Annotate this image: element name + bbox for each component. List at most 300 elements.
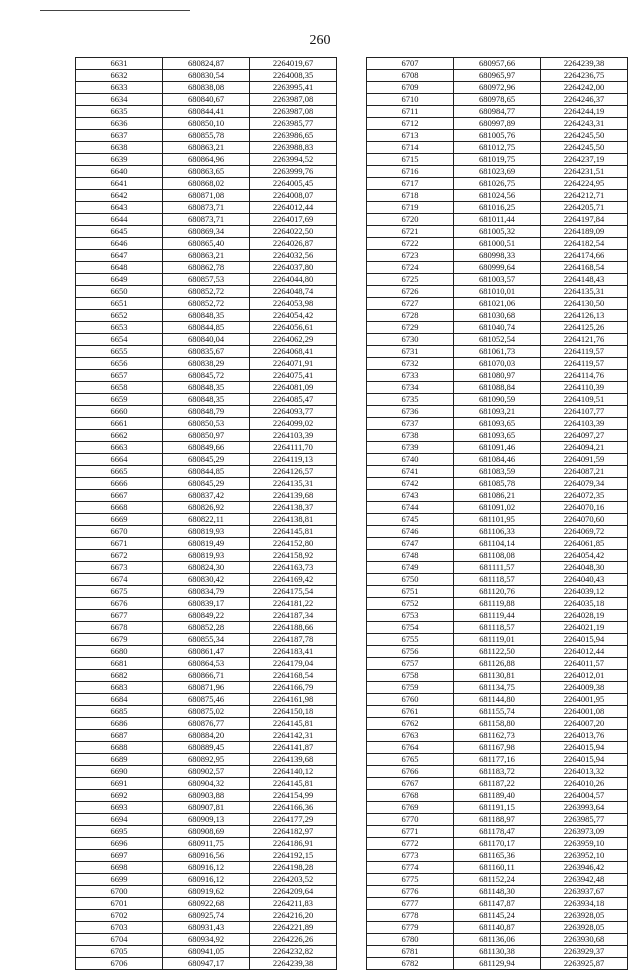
- x-coordinate-cell: 680947,17: [163, 958, 250, 970]
- x-coordinate-cell: 680978,65: [454, 94, 541, 106]
- y-coordinate-cell: 2264070,60: [541, 514, 628, 526]
- y-coordinate-cell: 2264126,57: [250, 466, 337, 478]
- y-coordinate-cell: 2264007,20: [541, 718, 628, 730]
- header-rule: [40, 10, 190, 11]
- point-number-cell: 6737: [367, 418, 454, 430]
- point-number-cell: 6735: [367, 394, 454, 406]
- point-number-cell: 6752: [367, 598, 454, 610]
- table-row: [367, 538, 628, 550]
- point-number-cell: 6739: [367, 442, 454, 454]
- x-coordinate-cell: 681178,47: [454, 826, 541, 838]
- x-coordinate-cell: 681144,80: [454, 694, 541, 706]
- table-row: [76, 454, 337, 466]
- point-number-cell: 6742: [367, 478, 454, 490]
- table-row: [367, 814, 628, 826]
- table-row: [76, 262, 337, 274]
- table-row: [76, 670, 337, 682]
- point-number-cell: 6765: [367, 754, 454, 766]
- y-coordinate-cell: 2264079,34: [541, 478, 628, 490]
- point-number-cell: 6704: [76, 934, 163, 946]
- point-number-cell: 6699: [76, 874, 163, 886]
- point-number-cell: 6705: [76, 946, 163, 958]
- point-number-cell: 6634: [76, 94, 163, 106]
- table-row: [367, 718, 628, 730]
- x-coordinate-cell: 680852,72: [163, 298, 250, 310]
- x-coordinate-cell: 681091,46: [454, 442, 541, 454]
- point-number-cell: 6780: [367, 934, 454, 946]
- y-coordinate-cell: 2264070,16: [541, 502, 628, 514]
- table-row: [367, 958, 628, 970]
- y-coordinate-cell: 2264010,26: [541, 778, 628, 790]
- y-coordinate-cell: 2264087,21: [541, 466, 628, 478]
- page-number: 260: [309, 33, 331, 48]
- point-number-cell: 6666: [76, 478, 163, 490]
- point-number-cell: 6682: [76, 670, 163, 682]
- table-row: [76, 850, 337, 862]
- table-row: [76, 58, 337, 70]
- point-number-cell: 6775: [367, 874, 454, 886]
- x-coordinate-cell: 680889,45: [163, 742, 250, 754]
- table-row: [76, 898, 337, 910]
- table-row: [76, 814, 337, 826]
- x-coordinate-cell: 681130,38: [454, 946, 541, 958]
- x-coordinate-cell: 681126,88: [454, 658, 541, 670]
- x-coordinate-cell: 680998,33: [454, 250, 541, 262]
- point-number-cell: 6637: [76, 130, 163, 142]
- x-coordinate-cell: 681158,80: [454, 718, 541, 730]
- point-number-cell: 6632: [76, 70, 163, 82]
- table-row: [76, 178, 337, 190]
- x-coordinate-cell: 680819,93: [163, 526, 250, 538]
- y-coordinate-cell: 2264163,73: [250, 562, 337, 574]
- y-coordinate-cell: 2264224,95: [541, 178, 628, 190]
- table-row: [76, 934, 337, 946]
- table-row: [76, 790, 337, 802]
- point-number-cell: 6683: [76, 682, 163, 694]
- table-row: [76, 718, 337, 730]
- point-number-cell: 6708: [367, 70, 454, 82]
- point-number-cell: 6644: [76, 214, 163, 226]
- table-row: [76, 298, 337, 310]
- x-coordinate-cell: 681155,74: [454, 706, 541, 718]
- y-coordinate-cell: 2264239,38: [541, 58, 628, 70]
- y-coordinate-cell: 2264015,94: [541, 742, 628, 754]
- table-row: [76, 190, 337, 202]
- y-coordinate-cell: 2264056,61: [250, 322, 337, 334]
- x-coordinate-cell: 680999,64: [454, 262, 541, 274]
- point-number-cell: 6657: [76, 370, 163, 382]
- table-row: [76, 310, 337, 322]
- table-row: [367, 682, 628, 694]
- point-number-cell: 6685: [76, 706, 163, 718]
- y-coordinate-cell: 2264161,98: [250, 694, 337, 706]
- table-row: [76, 358, 337, 370]
- x-coordinate-cell: 681118,57: [454, 574, 541, 586]
- table-row: [367, 934, 628, 946]
- point-number-cell: 6764: [367, 742, 454, 754]
- y-coordinate-cell: 2264017,69: [250, 214, 337, 226]
- x-coordinate-cell: 681136,06: [454, 934, 541, 946]
- y-coordinate-cell: 2264069,72: [541, 526, 628, 538]
- y-coordinate-cell: 2264062,29: [250, 334, 337, 346]
- x-coordinate-cell: 680919,62: [163, 886, 250, 898]
- table-row: [76, 154, 337, 166]
- y-coordinate-cell: 2264054,42: [541, 550, 628, 562]
- x-coordinate-cell: 680902,57: [163, 766, 250, 778]
- y-coordinate-cell: 2264119,57: [541, 346, 628, 358]
- point-number-cell: 6759: [367, 682, 454, 694]
- y-coordinate-cell: 2264039,12: [541, 586, 628, 598]
- y-coordinate-cell: 2263987,08: [250, 94, 337, 106]
- point-number-cell: 6730: [367, 334, 454, 346]
- point-number-cell: 6740: [367, 454, 454, 466]
- x-coordinate-cell: 680884,20: [163, 730, 250, 742]
- x-coordinate-cell: 681148,30: [454, 886, 541, 898]
- table-row: [367, 166, 628, 178]
- point-number-cell: 6755: [367, 634, 454, 646]
- point-number-cell: 6713: [367, 130, 454, 142]
- x-coordinate-cell: 680844,41: [163, 106, 250, 118]
- x-coordinate-cell: 681140,87: [454, 922, 541, 934]
- table-row: [367, 598, 628, 610]
- point-number-cell: 6750: [367, 574, 454, 586]
- table-row: [76, 214, 337, 226]
- x-coordinate-cell: 680855,78: [163, 130, 250, 142]
- point-number-cell: 6648: [76, 262, 163, 274]
- y-coordinate-cell: 2264005,45: [250, 178, 337, 190]
- point-number-cell: 6758: [367, 670, 454, 682]
- table-row: [76, 634, 337, 646]
- y-coordinate-cell: 2264015,94: [541, 754, 628, 766]
- point-number-cell: 6745: [367, 514, 454, 526]
- y-coordinate-cell: 2264094,21: [541, 442, 628, 454]
- x-coordinate-cell: 681147,87: [454, 898, 541, 910]
- x-coordinate-cell: 680830,54: [163, 70, 250, 82]
- point-number-cell: 6681: [76, 658, 163, 670]
- table-row: [367, 502, 628, 514]
- point-number-cell: 6689: [76, 754, 163, 766]
- x-coordinate-cell: 681085,78: [454, 478, 541, 490]
- x-coordinate-cell: 681119,01: [454, 634, 541, 646]
- point-number-cell: 6724: [367, 262, 454, 274]
- point-number-cell: 6660: [76, 406, 163, 418]
- point-number-cell: 6636: [76, 118, 163, 130]
- table-row: [76, 106, 337, 118]
- table-row: [76, 766, 337, 778]
- x-coordinate-cell: 680916,56: [163, 850, 250, 862]
- point-number-cell: 6732: [367, 358, 454, 370]
- y-coordinate-cell: 2263937,67: [541, 886, 628, 898]
- point-number-cell: 6715: [367, 154, 454, 166]
- y-coordinate-cell: 2264140,12: [250, 766, 337, 778]
- table-row: [76, 142, 337, 154]
- y-coordinate-cell: 2264198,28: [250, 862, 337, 874]
- point-number-cell: 6647: [76, 250, 163, 262]
- point-number-cell: 6651: [76, 298, 163, 310]
- point-number-cell: 6725: [367, 274, 454, 286]
- x-coordinate-cell: 680848,79: [163, 406, 250, 418]
- point-number-cell: 6771: [367, 826, 454, 838]
- y-coordinate-cell: 2264182,97: [250, 826, 337, 838]
- table-row: [367, 706, 628, 718]
- y-coordinate-cell: 2263930,68: [541, 934, 628, 946]
- table-row: [367, 850, 628, 862]
- x-coordinate-cell: 680819,93: [163, 550, 250, 562]
- table-row: [76, 622, 337, 634]
- table-row: [367, 646, 628, 658]
- point-number-cell: 6696: [76, 838, 163, 850]
- x-coordinate-cell: 681160,11: [454, 862, 541, 874]
- y-coordinate-cell: 2264032,56: [250, 250, 337, 262]
- y-coordinate-cell: 2264008,07: [250, 190, 337, 202]
- y-coordinate-cell: 2264001,95: [541, 694, 628, 706]
- y-coordinate-cell: 2264177,29: [250, 814, 337, 826]
- point-number-cell: 6777: [367, 898, 454, 910]
- point-number-cell: 6736: [367, 406, 454, 418]
- point-number-cell: 6672: [76, 550, 163, 562]
- y-coordinate-cell: 2264245,50: [541, 142, 628, 154]
- y-coordinate-cell: 2263993,64: [541, 802, 628, 814]
- table-row: [76, 118, 337, 130]
- table-row: [367, 454, 628, 466]
- point-number-cell: 6631: [76, 58, 163, 70]
- x-coordinate-cell: 681165,36: [454, 850, 541, 862]
- x-coordinate-cell: 680965,97: [454, 70, 541, 82]
- x-coordinate-cell: 681021,06: [454, 298, 541, 310]
- table-row: [367, 862, 628, 874]
- point-number-cell: 6747: [367, 538, 454, 550]
- point-number-cell: 6675: [76, 586, 163, 598]
- y-coordinate-cell: 2264145,81: [250, 526, 337, 538]
- y-coordinate-cell: 2264114,76: [541, 370, 628, 382]
- x-coordinate-cell: 680844,85: [163, 322, 250, 334]
- x-coordinate-cell: 680850,97: [163, 430, 250, 442]
- x-coordinate-cell: 680845,72: [163, 370, 250, 382]
- x-coordinate-cell: 680863,21: [163, 250, 250, 262]
- y-coordinate-cell: 2264091,59: [541, 454, 628, 466]
- y-coordinate-cell: 2264021,19: [541, 622, 628, 634]
- point-number-cell: 6688: [76, 742, 163, 754]
- point-number-cell: 6667: [76, 490, 163, 502]
- x-coordinate-cell: 680844,85: [163, 466, 250, 478]
- point-number-cell: 6741: [367, 466, 454, 478]
- point-number-cell: 6677: [76, 610, 163, 622]
- point-number-cell: 6749: [367, 562, 454, 574]
- point-number-cell: 6649: [76, 274, 163, 286]
- y-coordinate-cell: 2264192,15: [250, 850, 337, 862]
- point-number-cell: 6686: [76, 718, 163, 730]
- x-coordinate-cell: 681088,84: [454, 382, 541, 394]
- x-coordinate-cell: 681019,75: [454, 154, 541, 166]
- x-coordinate-cell: 680909,13: [163, 814, 250, 826]
- table-row: [367, 442, 628, 454]
- x-coordinate-cell: 680848,35: [163, 382, 250, 394]
- y-coordinate-cell: 2264231,51: [541, 166, 628, 178]
- y-coordinate-cell: 2263995,41: [250, 82, 337, 94]
- point-number-cell: 6676: [76, 598, 163, 610]
- y-coordinate-cell: 2264013,32: [541, 766, 628, 778]
- y-coordinate-cell: 2264075,41: [250, 370, 337, 382]
- y-coordinate-cell: 2264188,66: [250, 622, 337, 634]
- point-number-cell: 6774: [367, 862, 454, 874]
- point-number-cell: 6694: [76, 814, 163, 826]
- y-coordinate-cell: 2264135,31: [541, 286, 628, 298]
- y-coordinate-cell: 2264179,04: [250, 658, 337, 670]
- table-row: [367, 478, 628, 490]
- table-row: [367, 94, 628, 106]
- point-number-cell: 6767: [367, 778, 454, 790]
- x-coordinate-cell: 680855,34: [163, 634, 250, 646]
- x-coordinate-cell: 681052,54: [454, 334, 541, 346]
- point-number-cell: 6674: [76, 574, 163, 586]
- x-coordinate-cell: 681010,01: [454, 286, 541, 298]
- x-coordinate-cell: 681023,69: [454, 166, 541, 178]
- y-coordinate-cell: 2264166,79: [250, 682, 337, 694]
- x-coordinate-cell: 681145,24: [454, 910, 541, 922]
- x-coordinate-cell: 680922,68: [163, 898, 250, 910]
- table-row: [367, 838, 628, 850]
- point-number-cell: 6698: [76, 862, 163, 874]
- x-coordinate-cell: 680835,67: [163, 346, 250, 358]
- table-row: [76, 682, 337, 694]
- point-number-cell: 6643: [76, 202, 163, 214]
- y-coordinate-cell: 2264211,83: [250, 898, 337, 910]
- table-row: [76, 574, 337, 586]
- y-coordinate-cell: 2264145,81: [250, 778, 337, 790]
- point-number-cell: 6718: [367, 190, 454, 202]
- point-number-cell: 6640: [76, 166, 163, 178]
- table-row: [367, 310, 628, 322]
- y-coordinate-cell: 2264054,42: [250, 310, 337, 322]
- table-row: [367, 346, 628, 358]
- x-coordinate-cell: 680838,29: [163, 358, 250, 370]
- x-coordinate-cell: 681129,94: [454, 958, 541, 970]
- coordinates-table-right: [366, 57, 628, 970]
- y-coordinate-cell: 2264139,68: [250, 490, 337, 502]
- x-coordinate-cell: 681119,88: [454, 598, 541, 610]
- y-coordinate-cell: 2263928,05: [541, 922, 628, 934]
- x-coordinate-cell: 680931,43: [163, 922, 250, 934]
- x-coordinate-cell: 680911,75: [163, 838, 250, 850]
- y-coordinate-cell: 2264203,52: [250, 874, 337, 886]
- point-number-cell: 6729: [367, 322, 454, 334]
- table-row: [76, 418, 337, 430]
- point-number-cell: 6658: [76, 382, 163, 394]
- y-coordinate-cell: 2264197,84: [541, 214, 628, 226]
- y-coordinate-cell: 2264107,77: [541, 406, 628, 418]
- point-number-cell: 6743: [367, 490, 454, 502]
- table-row: [76, 430, 337, 442]
- y-coordinate-cell: 2264243,31: [541, 118, 628, 130]
- table-row: [76, 274, 337, 286]
- point-number-cell: 6641: [76, 178, 163, 190]
- table-row: [367, 802, 628, 814]
- point-number-cell: 6697: [76, 850, 163, 862]
- point-number-cell: 6722: [367, 238, 454, 250]
- point-number-cell: 6645: [76, 226, 163, 238]
- x-coordinate-cell: 680864,96: [163, 154, 250, 166]
- point-number-cell: 6638: [76, 142, 163, 154]
- x-coordinate-cell: 681104,14: [454, 538, 541, 550]
- x-coordinate-cell: 681016,25: [454, 202, 541, 214]
- y-coordinate-cell: 2264085,47: [250, 394, 337, 406]
- y-coordinate-cell: 2264009,38: [541, 682, 628, 694]
- table-row: [367, 70, 628, 82]
- x-coordinate-cell: 681000,51: [454, 238, 541, 250]
- table-row: [367, 178, 628, 190]
- point-number-cell: 6772: [367, 838, 454, 850]
- y-coordinate-cell: 2264182,54: [541, 238, 628, 250]
- table-row: [76, 886, 337, 898]
- x-coordinate-cell: 680868,02: [163, 178, 250, 190]
- x-coordinate-cell: 681093,21: [454, 406, 541, 418]
- x-coordinate-cell: 680834,79: [163, 586, 250, 598]
- y-coordinate-cell: 2264097,27: [541, 430, 628, 442]
- x-coordinate-cell: 680875,46: [163, 694, 250, 706]
- x-coordinate-cell: 681011,44: [454, 214, 541, 226]
- x-coordinate-cell: 680830,42: [163, 574, 250, 586]
- table-row: [367, 334, 628, 346]
- point-number-cell: 6670: [76, 526, 163, 538]
- point-number-cell: 6684: [76, 694, 163, 706]
- y-coordinate-cell: 2263999,76: [250, 166, 337, 178]
- y-coordinate-cell: 2264236,75: [541, 70, 628, 82]
- y-coordinate-cell: 2263959,10: [541, 838, 628, 850]
- y-coordinate-cell: 2263988,83: [250, 142, 337, 154]
- x-coordinate-cell: 680845,29: [163, 454, 250, 466]
- table-row: [367, 634, 628, 646]
- table-row: [367, 430, 628, 442]
- point-number-cell: 6654: [76, 334, 163, 346]
- x-coordinate-cell: 681170,17: [454, 838, 541, 850]
- point-number-cell: 6723: [367, 250, 454, 262]
- point-number-cell: 6754: [367, 622, 454, 634]
- point-number-cell: 6656: [76, 358, 163, 370]
- table-row: [367, 298, 628, 310]
- point-number-cell: 6762: [367, 718, 454, 730]
- table-row: [367, 274, 628, 286]
- point-number-cell: 6679: [76, 634, 163, 646]
- y-coordinate-cell: 2263987,08: [250, 106, 337, 118]
- table-row: [76, 862, 337, 874]
- x-coordinate-cell: 680934,92: [163, 934, 250, 946]
- y-coordinate-cell: 2264001,08: [541, 706, 628, 718]
- x-coordinate-cell: 681191,15: [454, 802, 541, 814]
- y-coordinate-cell: 2264103,39: [250, 430, 337, 442]
- x-coordinate-cell: 681080,97: [454, 370, 541, 382]
- y-coordinate-cell: 2264187,34: [250, 610, 337, 622]
- x-coordinate-cell: 680839,17: [163, 598, 250, 610]
- y-coordinate-cell: 2264186,91: [250, 838, 337, 850]
- point-number-cell: 6716: [367, 166, 454, 178]
- point-number-cell: 6673: [76, 562, 163, 574]
- point-number-cell: 6727: [367, 298, 454, 310]
- x-coordinate-cell: 681024,56: [454, 190, 541, 202]
- y-coordinate-cell: 2263986,65: [250, 130, 337, 142]
- point-number-cell: 6734: [367, 382, 454, 394]
- point-number-cell: 6700: [76, 886, 163, 898]
- point-number-cell: 6687: [76, 730, 163, 742]
- y-coordinate-cell: 2264093,77: [250, 406, 337, 418]
- table-row: [76, 490, 337, 502]
- x-coordinate-cell: 680852,28: [163, 622, 250, 634]
- y-coordinate-cell: 2264081,09: [250, 382, 337, 394]
- table-row: [76, 586, 337, 598]
- y-coordinate-cell: 2264040,43: [541, 574, 628, 586]
- y-coordinate-cell: 2264012,44: [541, 646, 628, 658]
- x-coordinate-cell: 680863,65: [163, 166, 250, 178]
- y-coordinate-cell: 2264174,66: [541, 250, 628, 262]
